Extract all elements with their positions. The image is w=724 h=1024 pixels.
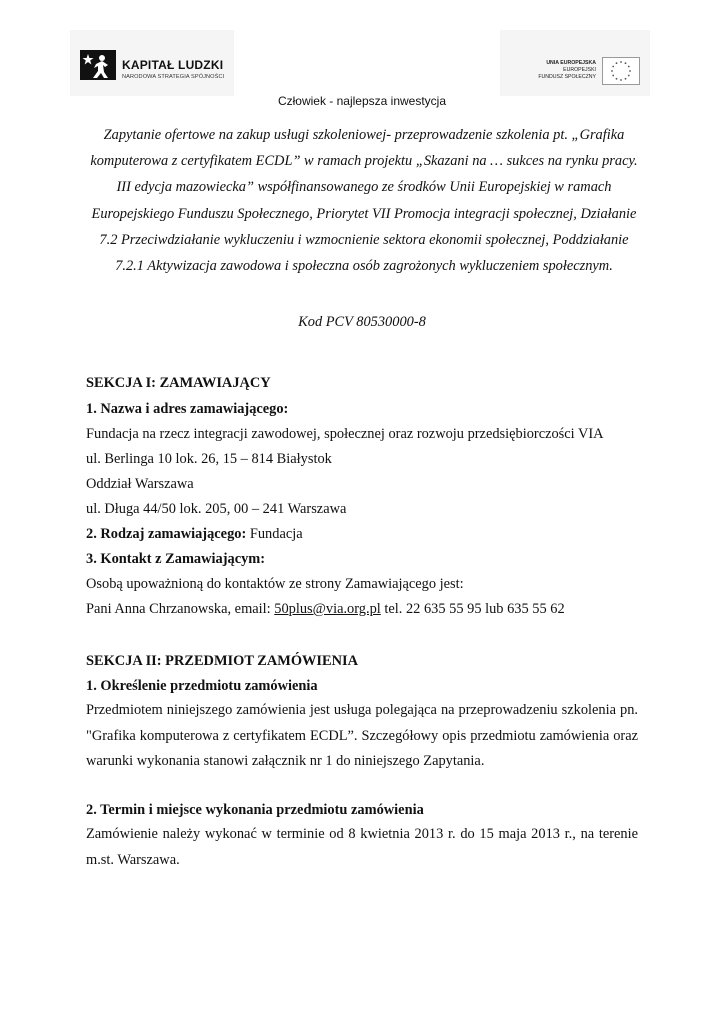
address-bialystok: ul. Berlinga 10 lok. 26, 15 – 814 Białystok [86, 451, 332, 467]
type-value: Fundacja [246, 526, 303, 542]
type-label: 2. Rodzaj zamawiającego: [86, 526, 247, 542]
branch-name: Oddział Warszawa [86, 476, 194, 492]
eu-flag-icon [602, 57, 640, 85]
contact-heading: 3. Kontakt z Zamawiającym: [86, 551, 266, 567]
contact-phone: tel. 22 635 55 95 lub 635 55 62 [380, 601, 565, 617]
contact-prefix: Pani Anna Chrzanowska, email: [86, 601, 275, 617]
intro-paragraph: Zapytanie ofertowe na zakup usługi szkoleniowej- przeprowadzenie szkolenia pt. „Grafika komputerowa z certyfikatem ECDL” w ramach projektu „Skazani na … sukces na rynku pracy. III edycja mazowiecka” współfinansowanego ze środków Unii Europejskiej w ramach Europejskiego Funduszu Społecznego, Priorytet VII Promocja integracji społecznej, Działanie 7.2 Przeciwdziałanie wykluczeniu i wzmocnienie sektora ekonomii społecznej, Poddziałanie 7.2.1 Aktywizacja zawodowa i społeczna osób zagrożonych wykluczeniem społecznym. [90, 127, 638, 275]
section2-heading: SEKCJA II: PRZEDMIOT ZAMÓWIENIA [86, 653, 358, 669]
email-link[interactable]: 50plus@via.org.pl [274, 601, 381, 617]
contact-intro: Osobą upoważnioną do kontaktów ze strony Zamawiającego jest: [86, 576, 464, 592]
subject-paragraph: Przedmiotem niniejszego zamówienia jest usługa polegająca na przeprowadzeniu szkolenia pn. "Grafika komputerowa z certyfikatem ECDL”. Szczegółowy opis przedmiotu zamówienia oraz warunki wykonania stanowi załącznik nr 1 do niniejszego Zapytania. [86, 702, 638, 770]
eu-logo [500, 30, 650, 96]
section1-heading: SEKCJA I: ZAMAWIAJĄCY [86, 375, 271, 391]
eu-line1: UNIA EUROPEJSKA [546, 60, 596, 66]
address-warszawa: ul. Długa 44/50 lok. 205, 00 – 241 Warszawa [86, 501, 347, 517]
logo-subtitle: NARODOWA STRATEGIA SPÓJNOŚCI [122, 74, 225, 80]
pcv-code: Kod PCV 80530000-8 [298, 314, 426, 330]
name-heading: 1. Nazwa i adres zamawiającego: [86, 401, 289, 417]
slogan: Człowiek - najlepsza inwestycja [277, 94, 447, 108]
eu-line3: FUNDUSZ SPOŁECZNY [538, 73, 596, 80]
term-paragraph: Zamówienie należy wykonać w terminie od 8 kwietnia 2013 r. do 15 maja 2013 r., na terenie m.st. Warszawa. [86, 826, 638, 868]
kapital-ludzki-logo [70, 30, 234, 96]
eu-line2: EUROPEJSKI [563, 66, 596, 73]
type-line [86, 526, 303, 543]
logo-title: KAPITAŁ LUDZKI [122, 58, 224, 72]
stars-figure-icon [80, 50, 116, 80]
term-heading: 2. Termin i miejsce wykonania przedmiotu zamówienia [86, 802, 424, 818]
subject-heading: 1. Określenie przedmiotu zamówienia [86, 678, 318, 694]
org-name: Fundacja na rzecz integracji zawodowej, społecznej oraz rozwoju przedsiębiorczości VIA [86, 426, 604, 442]
contact-line [86, 601, 565, 618]
